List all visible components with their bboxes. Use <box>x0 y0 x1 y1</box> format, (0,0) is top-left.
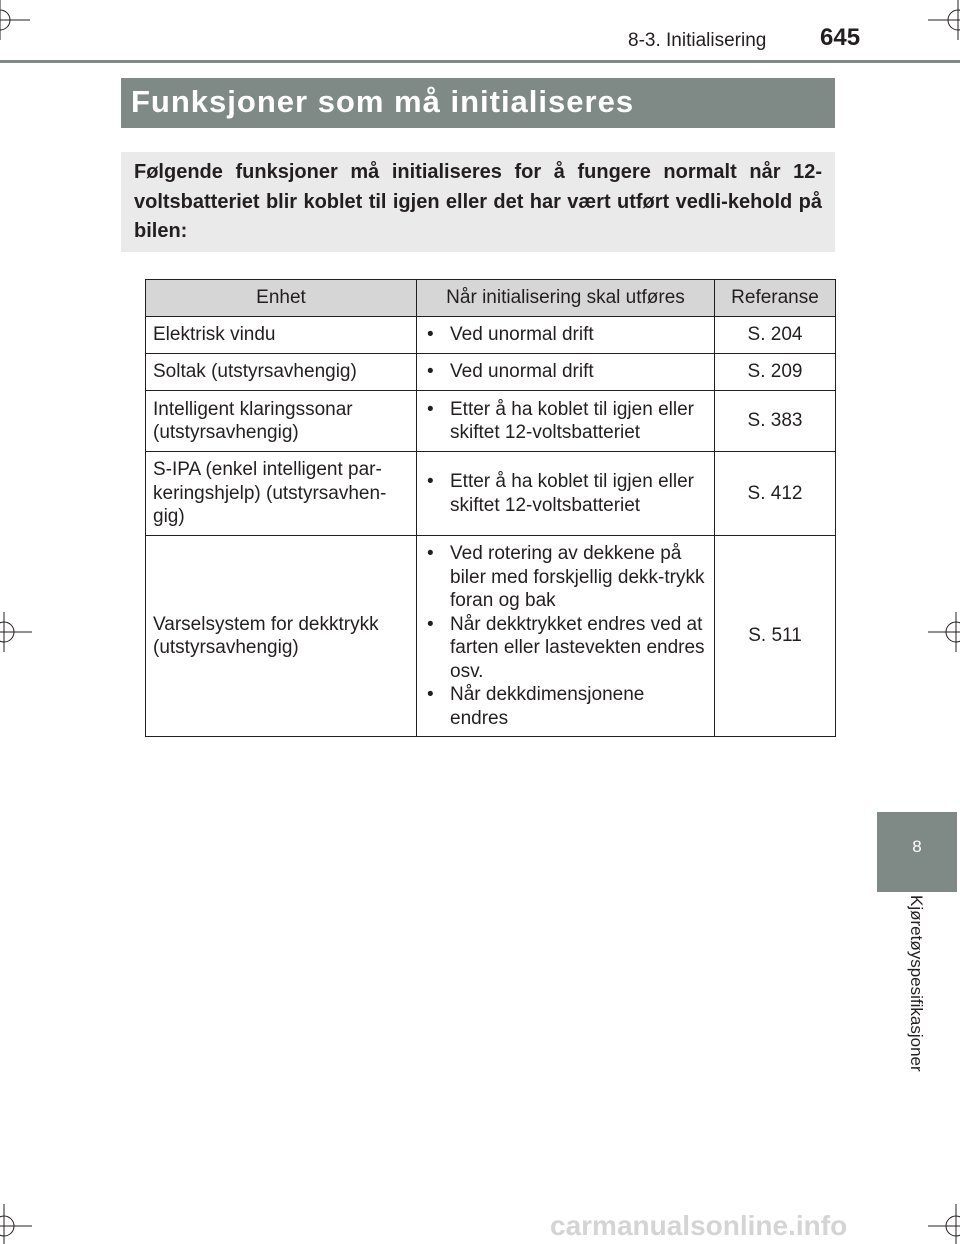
column-header-unit: Enhet <box>146 280 417 317</box>
when-cell <box>417 391 715 452</box>
reference-cell: S. 383 <box>715 391 836 452</box>
reference-cell: S. 412 <box>715 452 836 536</box>
table-row <box>146 391 836 452</box>
unit-cell: Intelligent klaringssonar (utstyrsavhengig) <box>146 391 417 452</box>
when-cell <box>417 317 715 354</box>
reference-cell: S. 209 <box>715 354 836 391</box>
page-number: 645 <box>820 24 861 51</box>
condition-item: • Etter å ha koblet til igjen eller skiftet 12-voltsbatteriet <box>424 470 707 517</box>
unit-cell: S-IPA (enkel intelligent par-keringshjelp) (utstyrsavhen-gig) <box>146 452 417 536</box>
unit-cell: Soltak (utstyrsavhengig) <box>146 354 417 391</box>
chapter-number-tab: 8 <box>877 812 957 892</box>
section-label: 8-3. Initialisering <box>628 30 767 51</box>
column-header-when: Når initialisering skal utføres <box>417 280 715 317</box>
when-cell <box>417 536 715 737</box>
column-header-reference: Referanse <box>715 280 836 317</box>
page-title: Funksjoner som må initialiseres <box>121 78 835 128</box>
condition-item: • Ved unormal drift <box>424 360 707 384</box>
when-cell <box>417 354 715 391</box>
table-header-row <box>146 280 836 317</box>
crop-mark-bottom-left <box>0 1204 40 1244</box>
chapter-name: Kjøretøyspesifikasjoner <box>907 895 926 1072</box>
initialization-table <box>145 279 836 737</box>
condition-item: • Når dekktrykket endres ved at farten eller lastevekten endres osv. <box>424 613 707 684</box>
reference-cell: S. 204 <box>715 317 836 354</box>
table-row <box>146 354 836 391</box>
table-row <box>146 317 836 354</box>
condition-item: • Ved unormal drift <box>424 323 707 347</box>
header-rule <box>0 60 960 63</box>
crop-mark-mid-right <box>920 612 960 652</box>
crop-mark-top-right <box>920 0 960 40</box>
table-row <box>146 536 836 737</box>
crop-mark-bottom-right <box>920 1204 960 1244</box>
crop-mark-mid-left <box>0 612 40 652</box>
condition-item: • Ved rotering av dekkene på biler med forskjellig dekk-trykk foran og bak <box>424 542 707 613</box>
reference-cell: S. 511 <box>715 536 836 737</box>
condition-item: • Etter å ha koblet til igjen eller skiftet 12-voltsbatteriet <box>424 398 707 445</box>
when-cell <box>417 452 715 536</box>
unit-cell: Elektrisk vindu <box>146 317 417 354</box>
table-row <box>146 452 836 536</box>
intro-paragraph: Følgende funksjoner må initialiseres for å fungere normalt når 12-voltsbatteriet blir koblet til igjen eller det har vært utført vedli-kehold på bilen: <box>121 152 835 252</box>
crop-mark-top-left <box>0 0 40 40</box>
condition-item: • Når dekkdimensjonene endres <box>424 683 707 730</box>
watermark: carmanualsonline.info <box>550 1210 848 1241</box>
unit-cell: Varselsystem for dekktrykk (utstyrsavhengig) <box>146 536 417 737</box>
